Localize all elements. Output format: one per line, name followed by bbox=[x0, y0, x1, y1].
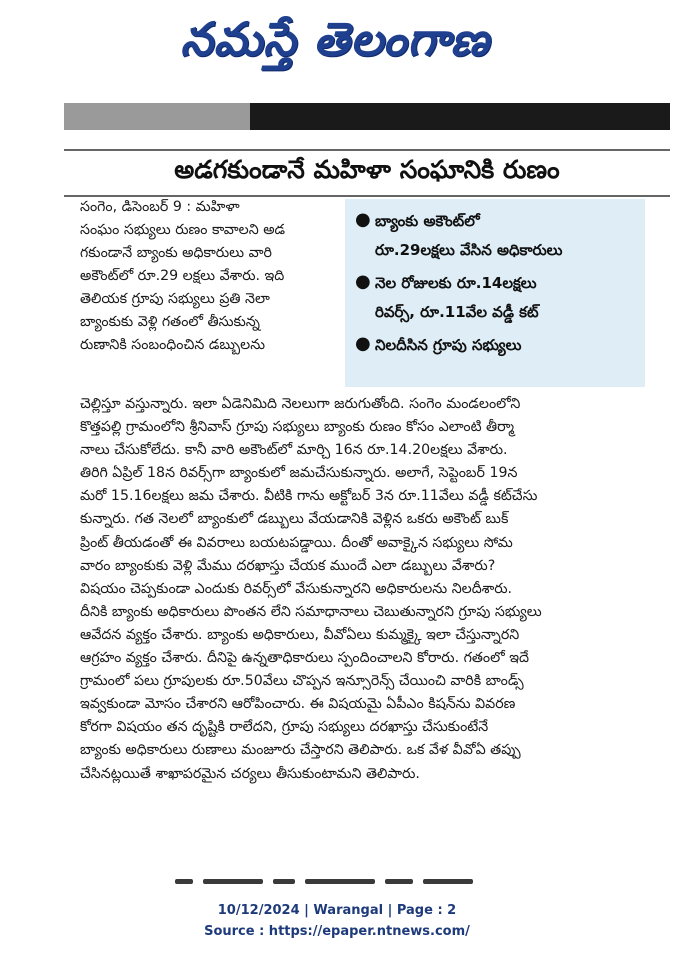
article-line: మరో 15.16లక్షలు జమ చేశారు. వీటికి గాను అక్టోబర్ 3న రూ.11వేలు వడ్డీ కట్‌చేసు bbox=[80, 488, 538, 505]
article-line: బ్యాంకు అధికారులు రుణాలు మంజూరు చేస్తారని తెలిపారు. ఒక వేళ వీవోఏ తప్పు bbox=[80, 742, 521, 759]
article-line: రుణానికి సంబంధించిన డబ్బులను bbox=[80, 337, 266, 353]
highlight-line: బ్యాంకు అకౌంట్‌లో bbox=[375, 212, 480, 230]
article-line: గకుండానే బ్యాంకు అధికారులు వారి bbox=[80, 245, 272, 261]
article-line: గ్రామంలో పలు గ్రూపులకు రూ.50వేలు చొప్పన ఇన్సూరెన్స్ చేయించి వారికి బాండ్స్ bbox=[80, 673, 524, 690]
newspaper-masthead: నమస్తే తెలంగాణ bbox=[180, 12, 490, 66]
article-line: ప్రింట్ తీయడంతో ఈ వివరాలు బయటపడ్డాయి. దీంతో అవాక్కైన సభ్యులు సోమ bbox=[80, 534, 513, 551]
article-line: తిరిగి ఏప్రిల్ 18న రివర్స్‌గా బ్యాంకులో జమచేసుకున్నారు. అలాగే, సెప్టెంబర్ 19న bbox=[80, 465, 518, 482]
article-line: ఆగ్రహం వ్యక్తం చేశారు. దీనిపై ఉన్నతాధికారులు స్పందించాలని కోరారు. గతంలో ఇదే bbox=[80, 650, 529, 667]
article-line: సంగెం, డిసెంబర్ 9 : మహిళా bbox=[80, 199, 240, 215]
article-line: కొత్తపల్లి గ్రామంలోని శ్రీనివాస్ గ్రూపు సభ్యులు బ్యాంకు రుణం కోసం ఎలాంటి తీర్మా bbox=[80, 419, 515, 436]
bullet-icon: ● bbox=[355, 271, 371, 292]
highlight-item bbox=[355, 331, 641, 360]
article-headline: అడగకుండానే మహిళా సంఘానికి రుణం bbox=[64, 149, 670, 197]
highlight-item bbox=[355, 207, 641, 265]
article-line: ఆవేదన వ్యక్తం చేశారు. బ్యాంకు అధికారులు, వీవోఏలు కుమ్మక్కై ఇలా చేస్తున్నారని bbox=[80, 626, 520, 643]
article-line: సంఘం సభ్యులు రుణం కావాలని అడ bbox=[80, 222, 286, 238]
article-line: నాలు చేసుకోలేదు. కానీ వారి అకౌంట్‌లో మార్చి 16న రూ.14.20లక్షలు వేశారు. bbox=[80, 442, 508, 459]
bullet-icon: ● bbox=[355, 209, 371, 230]
highlight-line: రివర్స్, రూ.11వేల వడ్డీ కట్ bbox=[375, 303, 539, 321]
article-line: అకౌంట్‌లో రూ.29 లక్షలు వేశారు. ఇది bbox=[80, 268, 285, 284]
bullet-icon: ● bbox=[355, 333, 371, 354]
article-line: వారం బ్యాంకుకు వెళ్లి మేము దరఖాస్తు చేయక ముందే ఎలా డబ్బులు వేశారు? bbox=[80, 557, 496, 574]
article-intro-column bbox=[80, 196, 338, 357]
article-line: చెల్లిస్తూ వస్తున్నారు. ఇలా ఏడెనిమిది నెలలుగా జరుగుతోంది. సంగెం మండలంలోని bbox=[80, 396, 521, 412]
masthead-band-gray bbox=[64, 103, 250, 130]
highlight-line: నెల రోజులకు రూ.14లక్షలు bbox=[375, 274, 537, 292]
clipped-text-fragment bbox=[175, 876, 535, 886]
article-line: చేసినట్లయితే శాఖాపరమైన చర్యలు తీసుకుంటామని తెలిపారు. bbox=[80, 765, 420, 782]
highlights-box bbox=[345, 199, 645, 387]
article-line: ఇవ్వకుండా మోసం చేశారని ఆరోపించారు. ఈ విషయమై ఏపీఎం కిషన్‌ను వివరణ bbox=[80, 696, 516, 713]
article-line: దీనికి బ్యాంకు అధికారులు పొంతన లేని సమాధానాలు చెబుతున్నారని గ్రూపు సభ్యులు bbox=[80, 603, 542, 620]
article-line: కున్నారు. గత నెలలో బ్యాంకులో డబ్బులు వేయడానికి వెళ్లిన ఒకరు అకౌంట్ బుక్ bbox=[80, 511, 509, 528]
highlight-item bbox=[355, 269, 641, 327]
highlight-line: నిలదీసిన గ్రూపు సభ్యులు bbox=[375, 336, 522, 354]
article-body bbox=[80, 393, 643, 786]
highlight-line: రూ.29లక్షలు వేసిన అధికారులు bbox=[375, 241, 563, 259]
footer-dateline: 10/12/2024 | Warangal | Page : 2 bbox=[217, 903, 457, 918]
article-line: తెలియక గ్రూపు సభ్యులు ప్రతి నెలా bbox=[80, 291, 270, 307]
footer-source: Source : https://epaper.ntnews.com/ bbox=[204, 924, 470, 939]
article-line: విషయం చెప్పకుండా ఎందుకు రివర్స్‌లో వేసుకున్నారని అధికారులను నిలదీశారు. bbox=[80, 580, 513, 597]
article-line: బ్యాంకుకు వెళ్లి గతంలో తీసుకున్న bbox=[80, 314, 260, 330]
masthead-band-black bbox=[250, 103, 670, 130]
article-line: కోరగా విషయం తన దృష్టికి రాలేదని, గ్రూపు సభ్యులు దరఖాస్తు చేసుకుంటేనే bbox=[80, 719, 489, 736]
